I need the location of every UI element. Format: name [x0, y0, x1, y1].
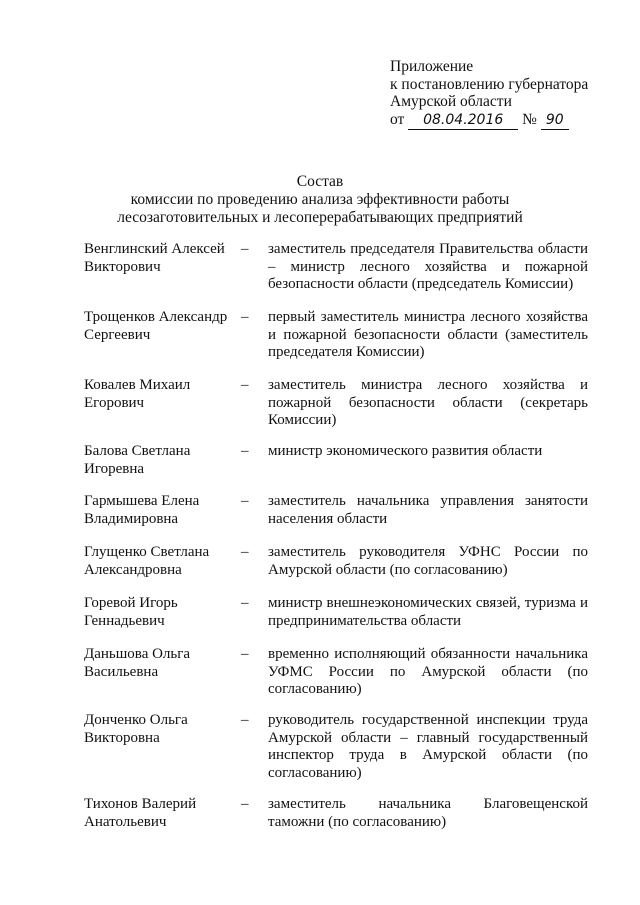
date-prefix: от — [390, 110, 405, 128]
member-role: временно исполняющий обязанности начальника УФМС России по Амурской области (по согласованию) — [268, 646, 588, 697]
document-title — [0, 173, 640, 227]
member-name: Горевой Игорь Геннадьевич — [84, 595, 178, 629]
member-role: заместитель председателя Правительства области – министр лесного хозяйства и пожарной безопасности области (председатель Комиссии) — [268, 241, 588, 292]
dash: – — [241, 796, 249, 812]
dash: – — [241, 544, 249, 560]
member-name: Гармышева Елена Владимировна — [84, 493, 200, 527]
member-name: Венглинский Алексей Викторович — [84, 241, 225, 275]
member-name: Трощенков Александр Сергеевич — [84, 309, 228, 343]
appendix-header — [390, 58, 588, 130]
dash: – — [241, 241, 249, 257]
dash: – — [241, 712, 249, 728]
member-role: министр экономического развития области — [268, 443, 543, 459]
dash: – — [241, 646, 249, 662]
dash: – — [241, 443, 249, 459]
member-name: Ковалев Михаил Егорович — [84, 377, 191, 411]
member-role: заместитель начальника управления занятости населения области — [268, 493, 588, 527]
dash: – — [241, 377, 249, 393]
member-name: Даньшова Ольга Васильевна — [84, 646, 191, 680]
dash: – — [241, 493, 249, 509]
member-role: министр внешнеэкономических связей, туризма и предпринимательства области — [268, 595, 588, 629]
member-name: Балова Светлана Игоревна — [84, 443, 191, 477]
member-role: заместитель начальника Благовещенской таможни (по согласованию) — [268, 796, 588, 830]
member-name: Глущенко Светлана Александровна — [84, 544, 210, 578]
handwritten-date: 08.04.2016 — [408, 112, 518, 131]
appendix-label: Приложение — [390, 58, 474, 75]
dash: – — [241, 595, 249, 611]
title-line-2: комиссии по проведению анализа эффективности работы — [130, 191, 510, 208]
number-prefix: № — [522, 110, 537, 128]
member-role: руководитель государственной инспекции труда Амурской области – главный государственный инспектор труда в Амурской области (по согласованию) — [268, 712, 588, 781]
title-line-3: лесозаготовительных и лесоперерабатывающих предприятий — [117, 209, 523, 226]
appendix-decree: к постановлению губернатора — [390, 75, 589, 93]
member-role: заместитель министра лесного хозяйства и пожарной безопасности области (секретарь Комиссии) — [268, 377, 588, 428]
appendix-date-line — [390, 111, 588, 131]
member-role: заместитель руководителя УФНС России по Амурской области (по согласованию) — [268, 544, 588, 578]
handwritten-number: 90 — [541, 112, 569, 131]
member-role: первый заместитель министра лесного хозяйства и пожарной безопасности области (заместитель председателя Комиссии) — [268, 309, 588, 360]
appendix-region: Амурской области — [390, 93, 512, 110]
dash: – — [241, 309, 249, 325]
title-line-1: Состав — [296, 173, 344, 190]
member-name: Донченко Ольга Викторовна — [84, 712, 188, 746]
member-name: Тихонов Валерий Анатольевич — [84, 796, 197, 830]
